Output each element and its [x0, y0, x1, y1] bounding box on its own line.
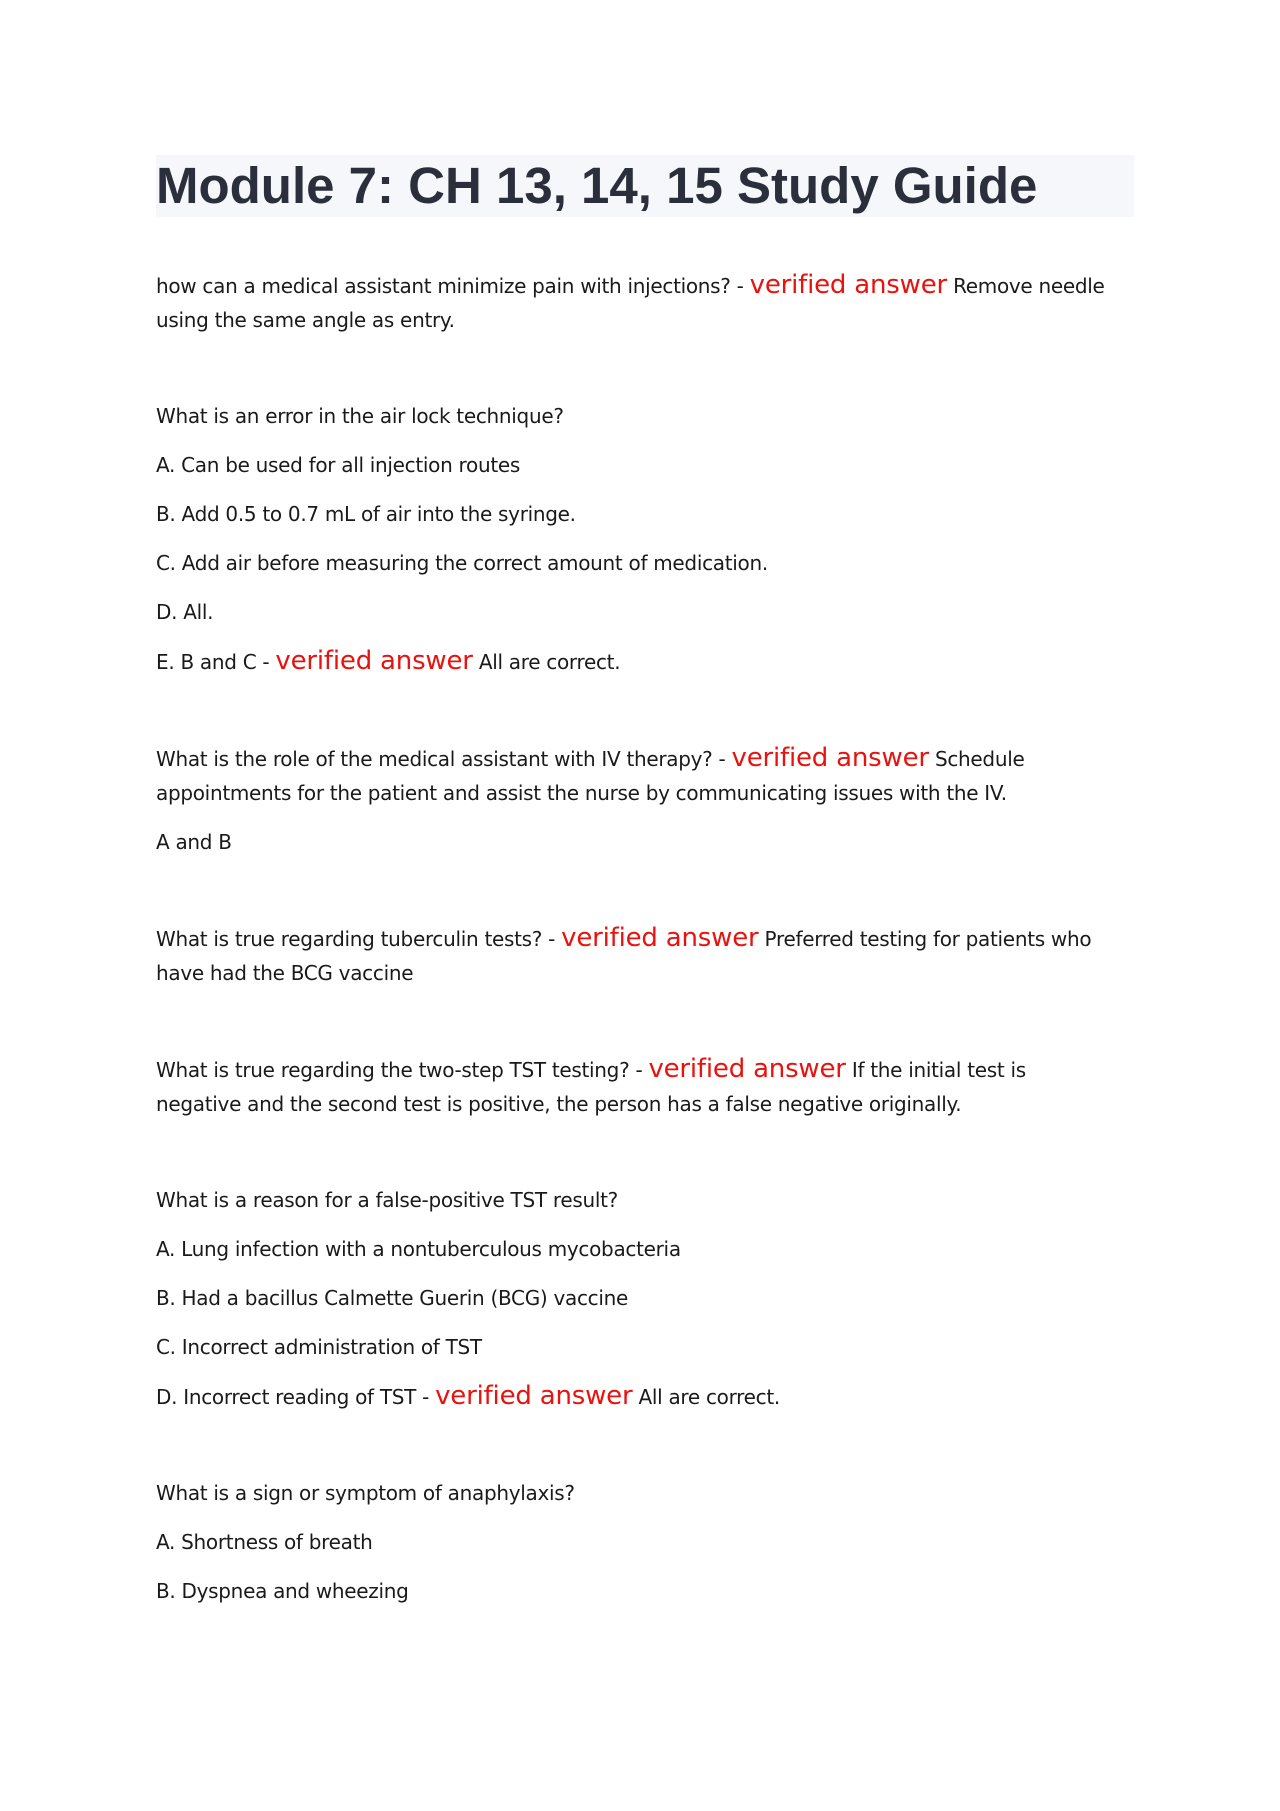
study-guide-content	[156, 268, 1116, 1608]
question-3	[156, 741, 1116, 810]
question-text: What is true regarding the two-step TST testing? -	[156, 1058, 649, 1082]
option-e	[156, 644, 1116, 679]
option-b: B. Dyspnea and wheezing	[156, 1579, 409, 1603]
option-a: A. Can be used for all injection routes	[156, 453, 521, 477]
question-7: What is a sign or symptom of anaphylaxis?	[156, 1481, 575, 1505]
answer-text: If the initial test is negative and the second test is positive, the person has a false negative originally.	[156, 1058, 1026, 1116]
answer-text: All are correct.	[632, 1385, 780, 1409]
answer-text: Schedule appointments for the patient and assist the nurse by communicating issues with the IV.	[156, 747, 1025, 805]
verified-answer-label: verified answer	[435, 1381, 633, 1411]
option-d	[156, 1379, 1116, 1414]
option-c: C. Incorrect administration of TST	[156, 1335, 482, 1359]
answer-text: Preferred testing for patients who have had the BCG vaccine	[156, 927, 1092, 985]
verified-answer-label: verified answer	[275, 646, 473, 676]
option-d: D. All.	[156, 600, 214, 624]
question-text: What is the role of the medical assistant with IV therapy? -	[156, 747, 732, 771]
question-5	[156, 1052, 1116, 1121]
option-c: C. Add air before measuring the correct amount of medication.	[156, 551, 768, 575]
verified-answer-label: verified answer	[731, 743, 929, 773]
verified-answer-label: verified answer	[561, 923, 759, 953]
question-6: What is a reason for a false-positive TST result?	[156, 1188, 618, 1212]
page-title: Module 7: CH 13, 14, 15 Study Guide	[156, 157, 1038, 214]
option-a: A. Shortness of breath	[156, 1530, 373, 1554]
question-text: how can a medical assistant minimize pain with injections? -	[156, 274, 750, 298]
question-2: What is an error in the air lock technique?	[156, 404, 564, 428]
answer-extra: A and B	[156, 830, 232, 854]
option-text: E. B and C -	[156, 650, 276, 674]
answer-text: All are correct.	[472, 650, 621, 674]
option-text: D. Incorrect reading of TST -	[156, 1385, 436, 1409]
answer-text: Remove needle using the same angle as entry.	[156, 274, 1105, 332]
question-text: What is true regarding tuberculin tests? -	[156, 927, 562, 951]
option-a: A. Lung infection with a nontuberculous mycobacteria	[156, 1237, 681, 1261]
question-4	[156, 921, 1116, 990]
option-b: B. Had a bacillus Calmette Guerin (BCG) vaccine	[156, 1286, 628, 1310]
question-1	[156, 268, 1116, 337]
verified-answer-label: verified answer	[749, 270, 948, 300]
option-b: B. Add 0.5 to 0.7 mL of air into the syringe.	[156, 502, 576, 526]
verified-answer-label: verified answer	[648, 1054, 846, 1084]
